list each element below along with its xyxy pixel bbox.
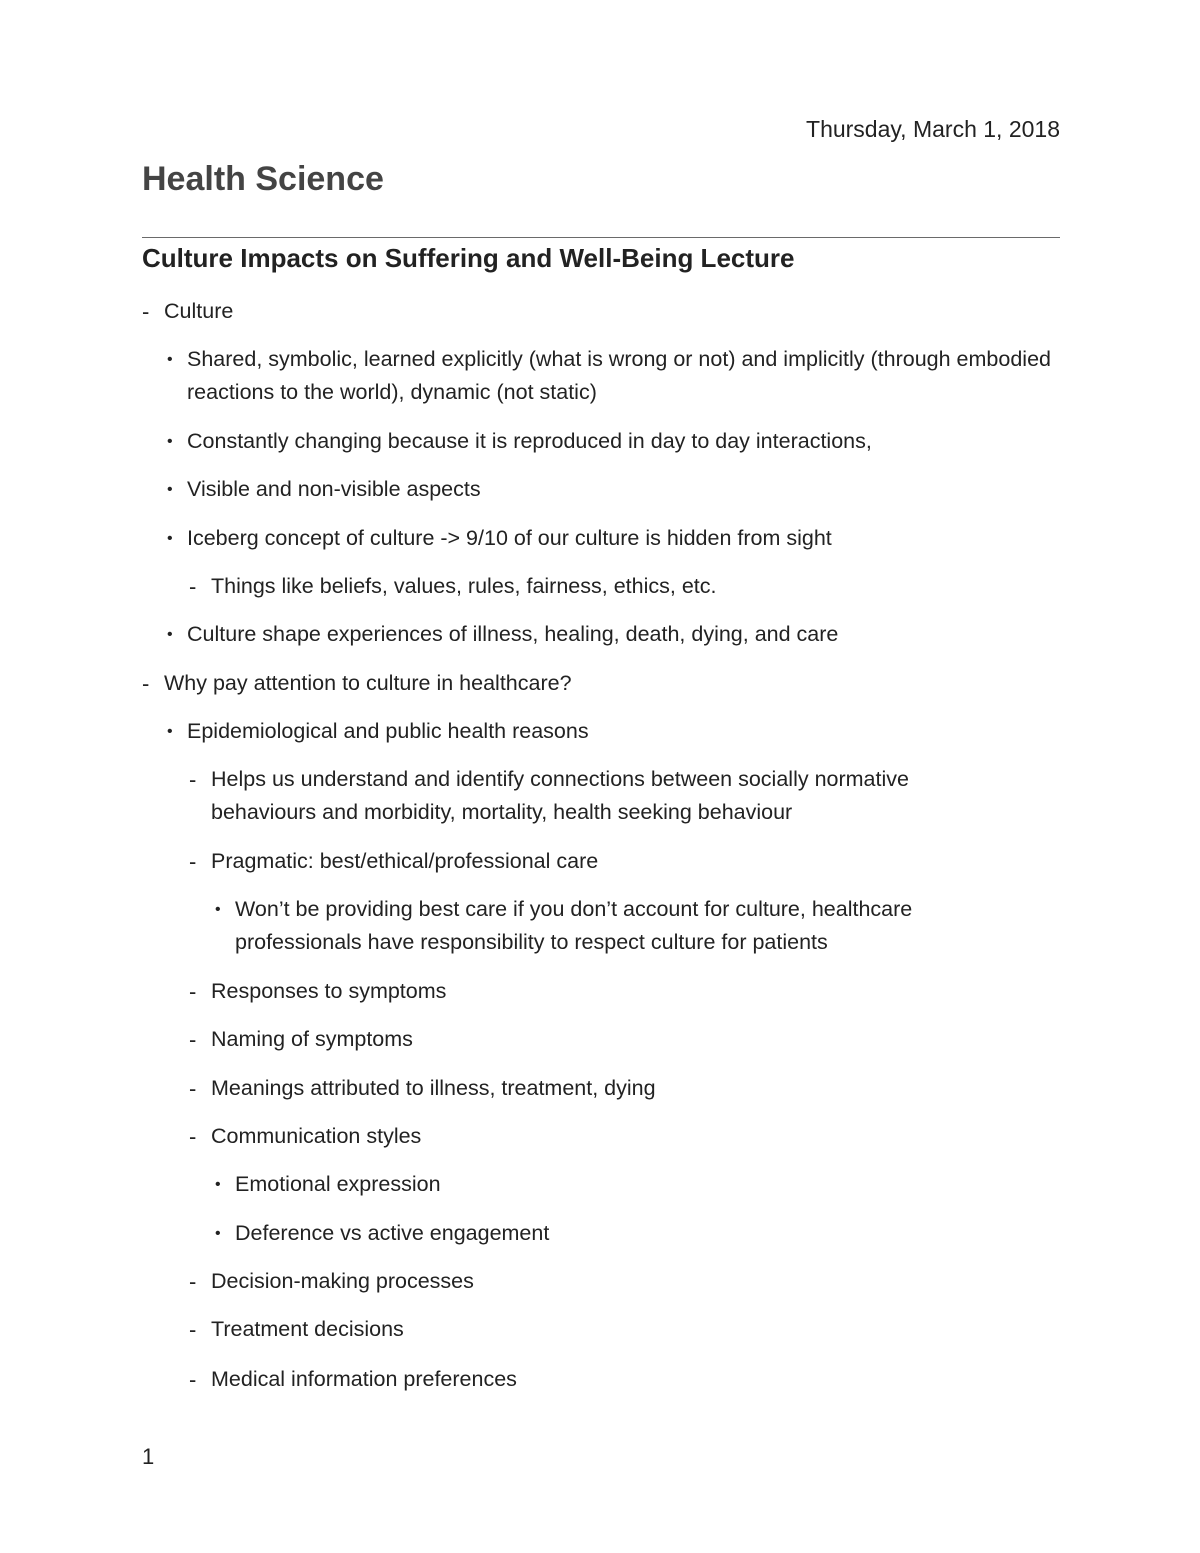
outline-item-text: Shared, symbolic, learned explicitly (what is wrong or not) and implicitly (through embodied reactions to the world), dynamic (not static): [187, 347, 1051, 404]
outline-item: [189, 1265, 1060, 1298]
outline-item: [167, 343, 1060, 409]
outline-item: [189, 570, 1060, 603]
dash-marker: -: [189, 1269, 197, 1294]
dash-marker: -: [189, 1124, 197, 1149]
note-title: Health Science: [142, 160, 384, 198]
outline-item-text: Meanings attributed to illness, treatment, dying: [211, 1076, 656, 1100]
outline-item-text: Visible and non-visible aspects: [187, 477, 481, 501]
outline-item: [189, 1313, 1060, 1346]
outline-item-text: Responses to symptoms: [211, 979, 447, 1003]
bullet-marker: •: [215, 1225, 221, 1242]
outline-item-text: Emotional expression: [235, 1172, 441, 1196]
outline-item-text: Communication styles: [211, 1124, 422, 1148]
outline-item-text: Deference vs active engagement: [235, 1221, 550, 1245]
outline-item-text: Decision-making processes: [211, 1269, 474, 1293]
outline-item-text: Helps us understand and identify connections between socially normative behaviours and morbidity, mortality, health seeking behaviour: [211, 767, 909, 824]
outline-item: [215, 893, 1015, 959]
outline-item: [189, 1363, 1060, 1396]
outline-item: [167, 618, 1060, 651]
outline-item-text: Iceberg concept of culture -> 9/10 of our culture is hidden from sight: [187, 526, 832, 550]
outline-item: [189, 763, 1001, 829]
outline-item-text: Naming of symptoms: [211, 1027, 413, 1051]
dash-marker: -: [189, 574, 197, 599]
outline-item: [215, 1168, 1060, 1201]
outline-item-text: Epidemiological and public health reasons: [187, 719, 589, 743]
bullet-marker: •: [167, 351, 173, 368]
outline-item-text: Things like beliefs, values, rules, fairness, ethics, etc.: [211, 574, 717, 598]
outline-item-text: Culture shape experiences of illness, healing, death, dying, and care: [187, 622, 839, 646]
outline-item: [189, 1072, 1060, 1105]
outline-item-text: Why pay attention to culture in healthcare?: [164, 671, 572, 695]
outline-item-text: Treatment decisions: [211, 1317, 404, 1341]
outline-item: [167, 473, 1060, 506]
bullet-marker: •: [167, 626, 173, 643]
outline-item-text: Constantly changing because it is reproduced in day to day interactions,: [187, 429, 872, 453]
outline-item-text: Pragmatic: best/ethical/professional care: [211, 849, 599, 873]
bullet-marker: •: [167, 481, 173, 498]
outline-item: [167, 715, 1060, 748]
lecture-subtitle: Culture Impacts on Suffering and Well-Being Lecture: [142, 243, 795, 273]
dash-marker: -: [189, 1076, 197, 1101]
dash-marker: -: [189, 849, 197, 874]
dash-marker: -: [189, 1027, 197, 1052]
outline-item: [189, 975, 1060, 1008]
outline-item: [167, 425, 1060, 458]
dash-marker: -: [189, 1317, 197, 1342]
outline-item: [189, 1120, 1060, 1153]
outline-item-text: Culture: [164, 299, 234, 323]
bullet-marker: •: [167, 723, 173, 740]
bullet-marker: •: [167, 433, 173, 450]
outline-item: [189, 845, 1060, 878]
outline-item: [142, 295, 1060, 328]
outline-item: [142, 667, 1060, 700]
outline-item-text: Won’t be providing best care if you don’t account for culture, healthcare professionals have responsibility to respect culture for patients: [235, 897, 913, 954]
note-date: Thursday, March 1, 2018: [806, 116, 1060, 142]
page-number: 1: [142, 1444, 155, 1469]
bullet-marker: •: [215, 901, 221, 918]
outline-item: [167, 522, 1060, 555]
dash-marker: -: [189, 767, 197, 792]
dash-marker: -: [142, 671, 150, 696]
outline-item-text: Medical information preferences: [211, 1367, 517, 1391]
title-divider: [142, 237, 1060, 238]
dash-marker: -: [142, 299, 150, 324]
bullet-marker: •: [215, 1176, 221, 1193]
dash-marker: -: [189, 1367, 197, 1392]
bullet-marker: •: [167, 530, 173, 547]
outline-item: [215, 1217, 1060, 1250]
dash-marker: -: [189, 979, 197, 1004]
outline-item: [189, 1023, 1060, 1056]
